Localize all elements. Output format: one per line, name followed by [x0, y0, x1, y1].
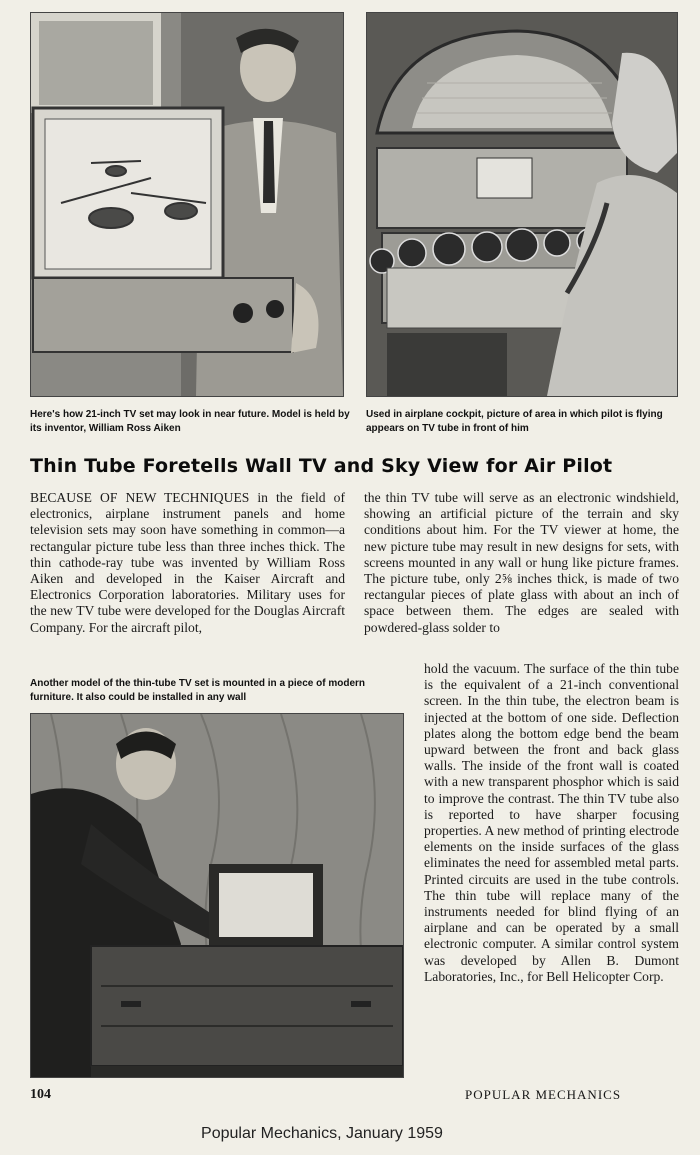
article-column-1: BECAUSE OF NEW TECHNIQUES in the field of electronics, airplane instrument panels and home television sets may soon have something in common—a rectangular picture tube less than three inches thick. The thin cathode-ray tube was invented by William Ross Aiken and developed in the Kaiser Aircraft and Electronics Corporation laboratories. Military uses for the new TV tube were developed for the Douglas Aircraft Company. For the aircraft pilot, — [30, 490, 345, 635]
photo-furniture-tv-art — [31, 714, 403, 1077]
photo-cockpit-art — [367, 13, 677, 396]
page-number: 104 — [30, 1087, 51, 1102]
magazine-name: POPULAR MECHANICS — [465, 1087, 622, 1102]
photo-tv-inventor-art — [31, 13, 343, 396]
source-credit: Popular Mechanics, January 1959 — [201, 1125, 443, 1142]
photo-furniture-tv — [30, 713, 404, 1078]
photo-tv-inventor — [30, 12, 344, 397]
article-column-2-wrap: hold the vacuum. The surface of the thin tube is the equivalent of a 21-inch conventional screen. In the thin tube, the electron beam is injected at the bottom of one side. Deflection plates along the bottom edge bend the beam upward between the front and back glass walls. The inside of the front wall is coated with a new transparent phosphor which is said to improve the contrast. The thin TV tube also is reported to have sharper focusing properties. A new method of printing electrode elements on the inside surfaces of the glass eliminates the need for assembled metal parts. Printed circuits are used in the tube controls. The thin tube will replace many of the instruments needed for blind flying of an airplane and can be operated by a small electronic computer. A similar control system was developed by Allen B. Dumont Laboratories, Inc., for Bell Helicopter Corp. — [424, 661, 679, 984]
caption-cockpit: Used in airplane cockpit, picture of area in which pilot is flying appears on TV tube in front of him — [366, 409, 663, 434]
photo-cockpit — [366, 12, 678, 397]
article-column-2: the thin TV tube will serve as an electronic windshield, showing an artificial picture of the terrain and sky conditions about him. For the TV viewer at home, the new picture tube may result in new designs for sets, with screens mounted in any wall or hung like picture frames. The picture tube, only 2⅝ inches thick, is made of two rectangular pieces of plate glass with about an inch of space between them. The edges are sealed with powdered-glass solder to — [364, 490, 679, 635]
caption-furniture-tv: Another model of the thin-tube TV set is mounted in a piece of modern furniture. It also could be installed in any wall — [30, 678, 366, 703]
caption-tv-inventor: Here's how 21-inch TV set may look in near future. Model is held by its inventor, William Ross Aiken — [30, 409, 350, 434]
article-headline: Thin Tube Foretells Wall TV and Sky View for Air Pilot — [30, 455, 613, 477]
